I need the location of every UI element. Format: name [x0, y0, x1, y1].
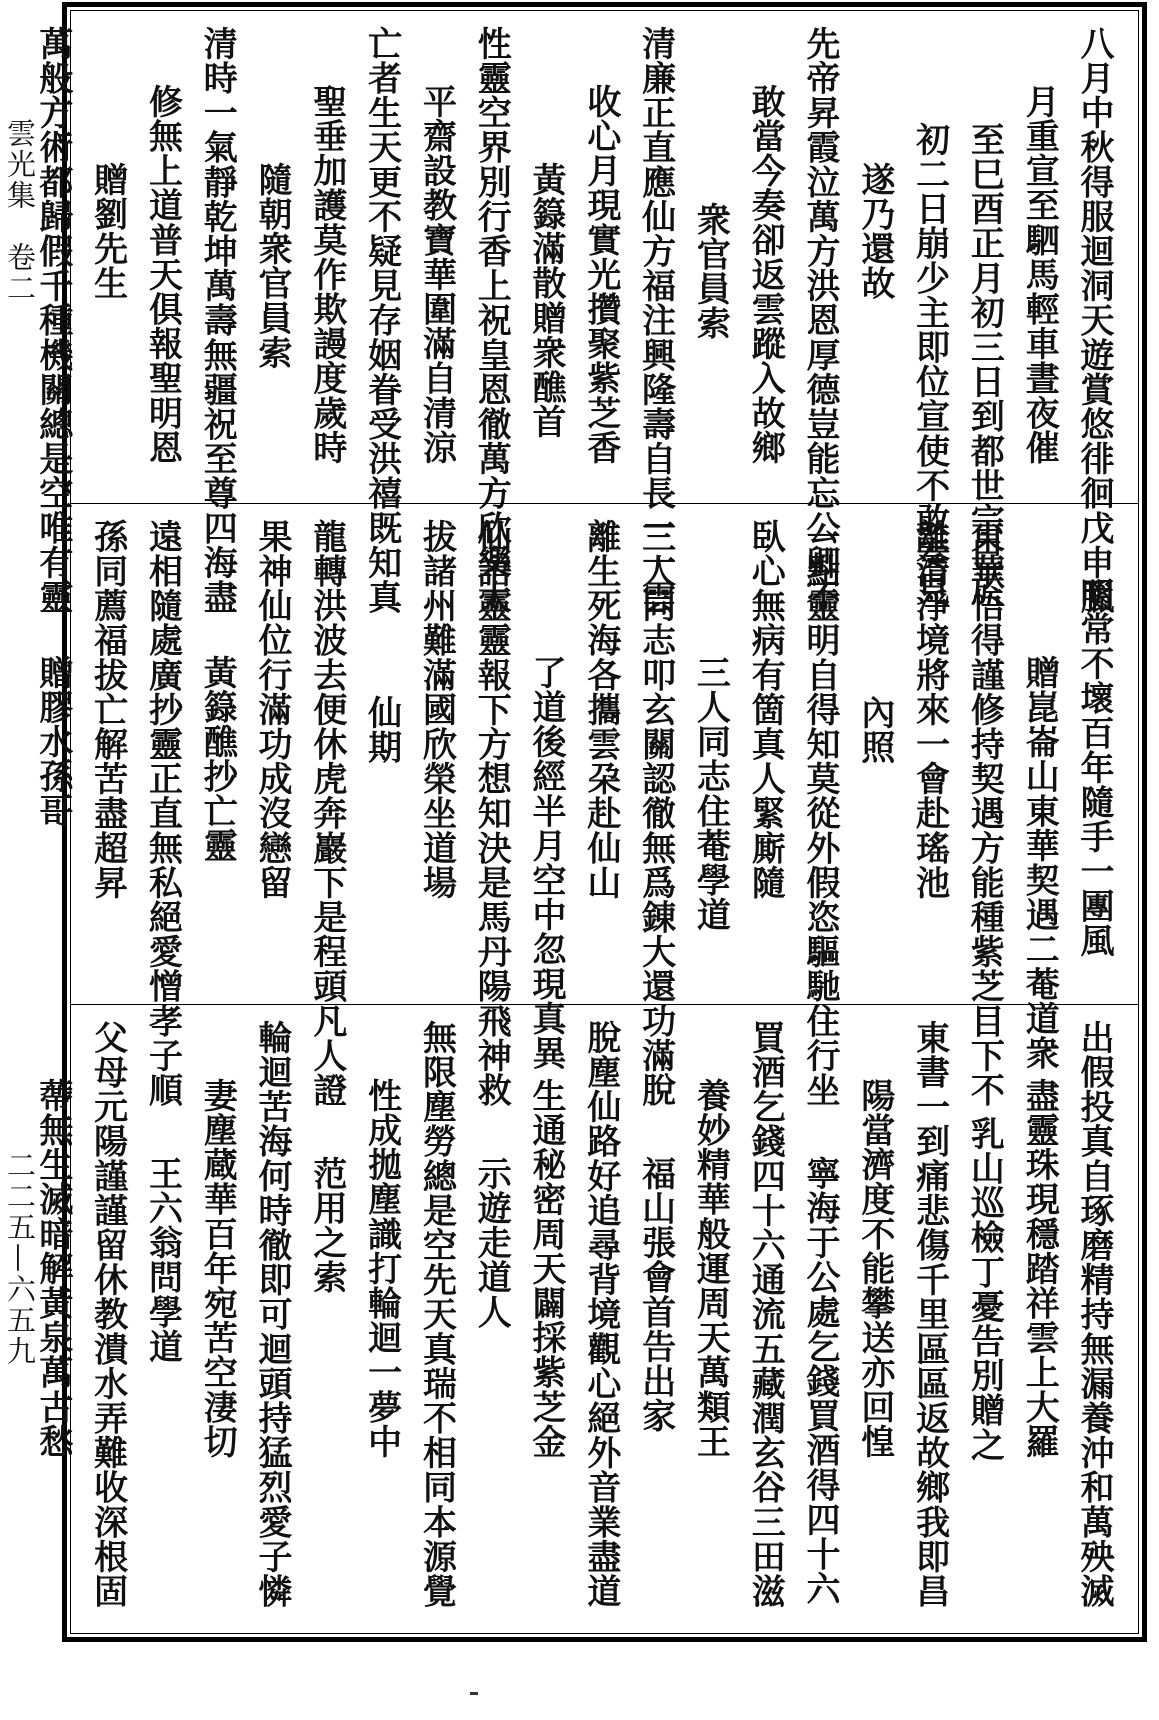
- text-column: 陽當濟度不能攀送亦回惶: [854, 1078, 895, 1459]
- text-column: 一點靈明自得知莫從外假恣驅馳住行坐: [800, 519, 841, 1108]
- text-column: 贈劉先生: [87, 162, 128, 301]
- text-column: 性靈空界別行香上祝皇恩徹萬方欣樂太: [471, 26, 512, 615]
- text-column: 敢當今奏卻返雲蹤入故鄉: [745, 84, 786, 465]
- text-column: 平齋設教寶華圍滿自清涼: [416, 84, 457, 465]
- text-column: 福山張會首告出家: [635, 1156, 676, 1433]
- text-column: 性成拋塵識打輪迴一夢中: [361, 1078, 402, 1459]
- text-column: 生通秘密周天闢採紫芝金: [526, 1078, 567, 1459]
- text-column: 清時一氣靜乾坤萬壽無疆祝至尊四海盡: [197, 26, 238, 615]
- text-column: 出假投真自琢磨精持無漏養沖和萬殃滅: [1074, 1020, 1114, 1609]
- text-panel-top: [32, 12, 1139, 615]
- text-column: 遠相隨處廣抄靈正直無私絕愛憎孝子順: [142, 519, 183, 1108]
- column-container: [32, 12, 1139, 615]
- text-column: 遂乃還故: [854, 162, 895, 301]
- text-column: 臥心無病有箇真人緊廝隨: [745, 519, 786, 900]
- text-column: 隨朝衆官員索: [252, 162, 293, 370]
- text-column: 離生死海各攜雲朶赴仙山: [580, 519, 621, 900]
- text-column: 了道後經半月空中忽現真異: [526, 655, 567, 1071]
- column-container: [32, 1006, 1139, 1632]
- text-column: 孫同薦福拔亡解苦盡超昇: [87, 519, 128, 900]
- text-column: 亡者生天更不疑見存姻眷受洪禧既知真: [361, 26, 402, 615]
- text-column: 父母元陽謹謹留休教潰水弄難收深根固: [87, 1020, 128, 1609]
- text-column: 乳山巡檢丁憂告別贈之: [964, 1116, 1005, 1462]
- text-column: 黃籙醮抄亡靈: [197, 655, 238, 863]
- text-column: 龍轉洪波去便休虎奔巖下是程頭凡人證: [306, 519, 347, 1108]
- panel-divider: [70, 503, 1139, 504]
- text-column: 清廉正直應仙方福注興隆壽自長一一雲: [635, 26, 676, 615]
- text-column: 示遊走道人: [471, 1156, 512, 1329]
- text-column: 范用之索: [306, 1156, 347, 1295]
- text-column: 王六翁問學道: [142, 1156, 183, 1364]
- text-panel-middle: [32, 505, 1139, 1108]
- text-column: 妻塵蔵華百年宛苦空淒切: [197, 1078, 238, 1459]
- text-column: 黃籙滿散贈衆醮首: [526, 162, 567, 439]
- text-column: 聖垂加護莫作欺謾度歲時: [306, 84, 347, 465]
- text-column: 離清淨境將來一會赴瑤池: [909, 519, 950, 900]
- text-column: 修無上道普天俱報聖明恩: [142, 84, 183, 465]
- text-column: 內照: [854, 695, 895, 765]
- text-column: 贈崑崙山東華契遇二菴道衆: [1019, 655, 1060, 1071]
- text-column: 至巳酉正月初三日到都世宗巳於: [964, 122, 1005, 607]
- text-column: 買酒乞錢四十六通流五藏潤玄谷三田滋: [745, 1020, 786, 1609]
- text-column: 盡靈珠現穩踏祥雲上大羅: [1019, 1078, 1060, 1459]
- text-column: 仙語靈靈報下方想知決是馬丹陽飛神救: [471, 519, 512, 1108]
- panel-divider: [70, 1004, 1139, 1005]
- text-column: 東書一到痛悲傷千里區區返故鄉我即昌: [909, 1020, 950, 1609]
- text-column: 蔕無生滅暗解黃泉萬古愁: [32, 1078, 73, 1459]
- text-column: 初二日崩少主即位宣使不敢奏見: [909, 122, 950, 607]
- text-column: 拔諸州難滿國欣榮坐道場: [416, 519, 457, 900]
- text-column: 無限塵勞總是空先天真瑞不相同本源覺: [416, 1020, 457, 1609]
- text-column: 明常不壞百年隨手一團風: [1074, 577, 1114, 958]
- text-column: 先帝昇霞泣萬方洪恩厚德豈能忘公卿不: [800, 26, 841, 615]
- text-column: 三人同志住菴學道: [690, 655, 731, 932]
- stray-ink-mark: [470, 1692, 478, 1695]
- text-column: 月重宣至駟馬輕車晝夜催: [1019, 84, 1060, 465]
- text-column: 衆官員索: [690, 202, 731, 341]
- column-container: [32, 505, 1139, 1108]
- text-column: 輪迴苦海何時徹即可迴頭持猛烈愛子憐: [252, 1020, 293, 1609]
- text-column: 萬般方術都歸假千種機關總是空唯有靈: [32, 26, 73, 615]
- text-panel-bottom: [32, 1006, 1139, 1632]
- text-column: 三人同志叩玄關認徹無爲錬大還功滿脫: [635, 519, 676, 1108]
- text-column: 東華悟得謹修持契遇方能種紫芝目下不: [964, 519, 1005, 1108]
- margin-page-number: 二二五—六五九: [3, 1150, 37, 1367]
- text-column: 仙期: [361, 695, 402, 765]
- text-column: 養妙精華般運周天萬類王: [690, 1078, 731, 1459]
- text-column: 脫塵仙路好追尋背境觀心絕外音業盡道: [580, 1020, 621, 1609]
- text-column: 果神仙位行滿功成沒戀留: [252, 519, 293, 900]
- text-column: 贈膠水孫哥: [32, 655, 73, 828]
- text-column: 八月中秋得服迴洞天遊賞悠徘徊戊申臘: [1074, 26, 1114, 615]
- text-column: 收心月現實光攢聚紫芝香: [580, 84, 621, 465]
- text-column: 寧海于公處乞錢買酒得四十六: [800, 1156, 841, 1606]
- margin-book-title: 雲光集 卷二: [3, 118, 37, 304]
